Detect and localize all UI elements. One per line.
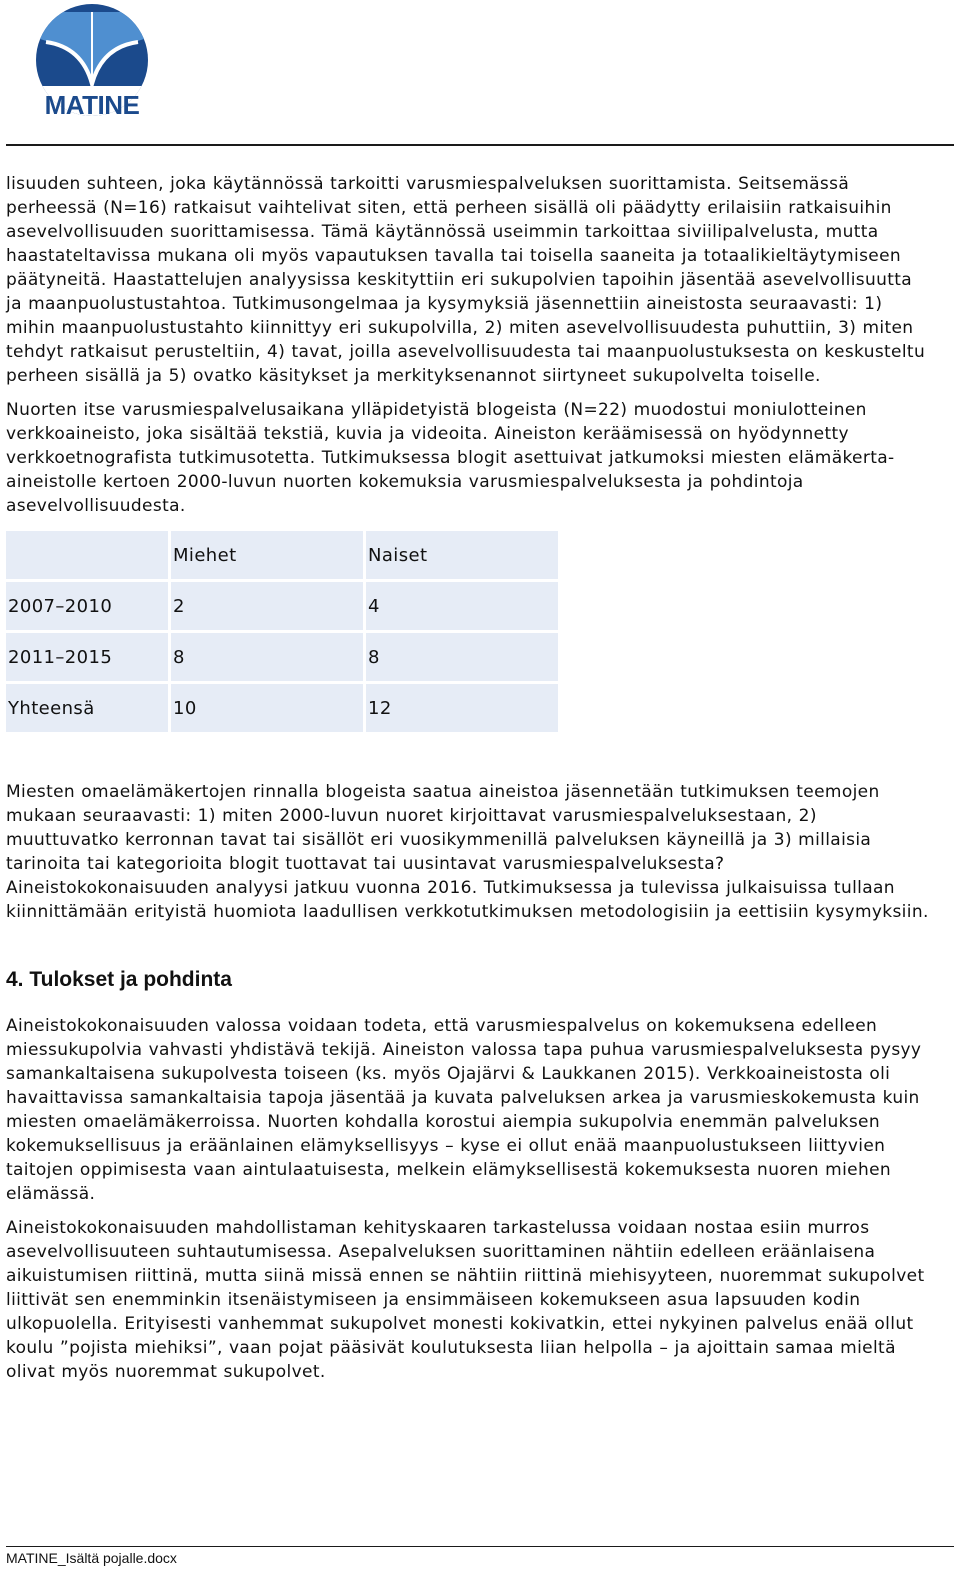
table-header-cell: Miehet — [171, 531, 363, 579]
table-cell: 4 — [366, 582, 558, 630]
table-header-cell: Naiset — [366, 531, 558, 579]
paragraph-methods-interviews: lisuuden suhteen, joka käytännössä tarkoitti varusmiespalveluksen suorittamista. Seitsemässä perheessä (N=16) ratkaisut vaihtelivat siten, että perheen sisällä oli päädytty erilaisiin ratkaisuihin asevelvollisuuden suorittamisessa. Tämä käytännössä useimmin tarkoittaa siviilipalvelusta, mutta haastateltavissa mukana oli myös vapautuksen tavalla tai toisella saaneita ja totaalikieltäytymiseen päätyneitä. Haastattelujen analyysissa keskityttiin eri sukupolvien tapoihin jäsentää asevelvollisuutta ja maanpuolustustahtoa. Tutkimusongelmaa ja kysymyksiä jäsennettiin aineistosta seuraavasti: 1) mihin maanpuolustustahto kiinnittyy eri sukupolvilla, 2) miten asevelvollisuudesta puhuttiin, 3) miten tehdyt ratkaisut perusteltiin, 4) tavat, joilla asevelvollisuudesta tai maanpuolustuksesta on keskusteltu perheen sisällä ja 5) ovatko käsitykset ja merkityksenannot siirtyneet sukupolvelta toiselle. — [6, 174, 926, 386]
table-header-cell — [6, 531, 168, 579]
table-cell: 8 — [171, 633, 363, 681]
matine-logo — [22, 2, 162, 120]
paragraph-results-1: Aineistokokonaisuuden valossa voidaan todeta, että varusmiespalvelus on kokemuksena edelleen miessukupolvia vahvasti yhdistävä tekijä. Aineiston valossa tapa puhua varusmiespalveluksesta pysyy samankaltaisena sukupolvesta toiseen (ks. myös Ojajärvi & Laukkanen 2015). Verkkoaineistosta oli havaittavissa samankaltaisia tapoja jäsentää ja kuvata palveluksen arkea ja varusmieskokemusta kuin miesten omaelämäkerroissa. Nuorten kohdalla korostui aiempia sukupolvia enemmän palveluksen kokemuksellisuus ja eräänlainen elämyksellisyys – kyse ei ollut enää maanpuolustukseen liittyvien taitojen oppimisesta vaan aintulaatuisesta, melkein elämyksellisestä kokemuksesta nuoren miehen elämässä. — [6, 1016, 922, 1204]
header-divider — [6, 144, 954, 146]
table-row — [6, 582, 558, 630]
table-row — [6, 684, 558, 732]
table-cell: 12 — [366, 684, 558, 732]
table-cell: Yhteensä — [6, 684, 168, 732]
paragraph-results-2: Aineistokokonaisuuden mahdollistaman kehityskaaren tarkastelussa voidaan nostaa esiin murros asevelvollisuuteen suhtautumisessa. Asepalveluksen suorittaminen nähtiin edelleen eräänlaisena aikuistumisen riittinä, mutta siinä missä ennen se nähtiin riittinä miehisyyteen, nuoremmat sukupolvet liittivät sen enemminkin itsenäistymiseen ja ensimmäiseen kokemukseen asua lapsuuden kodin ulkopuolella. Erityisesti vanhemmat sukupolvet monesti kokivatkin, ettei nykyinen palvelus enää ollut koulu ”pojista miehiksi”, vaan pojat pääsivät koulutuksesta liian helpolla – ja ajoittain samaa mieltä olivat myös nuoremmat sukupolvet. — [6, 1218, 925, 1382]
footer-divider — [6, 1546, 954, 1547]
section-heading: 4. Tulokset ja pohdinta — [6, 968, 232, 991]
document-body — [6, 172, 932, 1384]
table-cell: 2007–2010 — [6, 582, 168, 630]
footer-filename: MATINE_Isältä pojalle.docx — [6, 1550, 177, 1566]
table-cell: 10 — [171, 684, 363, 732]
data-table — [3, 528, 561, 735]
table-cell: 2011–2015 — [6, 633, 168, 681]
paragraph-methods-blogs: Nuorten itse varusmiespalvelusaikana ylläpidetyistä blogeista (N=22) muodostui moniulotteinen verkkoaineisto, joka sisältää tekstiä, kuvia ja videoita. Aineiston keräämisessä on hyödynnetty verkkoetnografista tutkimusotetta. Tutkimuksessa blogit asettuivat jatkumoksi miesten elämäkerta-aineistolle kertoen 2000-luvun nuorten kokemuksia varusmiespalveluksesta ja pohdintoja asevelvollisuudesta. — [6, 400, 895, 516]
paragraph-analysis-themes: Miesten omaelämäkertojen rinnalla blogeista saatua aineistoa jäsennetään tutkimuksen teemojen mukaan seuraavasti: 1) miten 2000-luvun nuoret kirjoittavat varusmiespalveluksestaan, 2) muuttuvatko kerronnan tavat tai sisällöt eri vuosikymmenillä palveluksen käyneillä ja 3) millaisia tarinoita tai kategorioita blogit tuottavat tai uusintavat varusmiespalveluksesta? Aineistokokonaisuuden analyysi jatkuu vuonna 2016. Tutkimuksessa ja tulevissa julkaisuissa tullaan kiinnittämään erityistä huomiota laadullisen verkkotutkimuksen metodologisiin ja eettisiin kysymyksiin. — [6, 782, 929, 922]
table-cell: 8 — [366, 633, 558, 681]
table-header-row — [6, 531, 558, 579]
table-row — [6, 633, 558, 681]
table-cell: 2 — [171, 582, 363, 630]
logo-wordmark: MATINE — [44, 90, 140, 120]
